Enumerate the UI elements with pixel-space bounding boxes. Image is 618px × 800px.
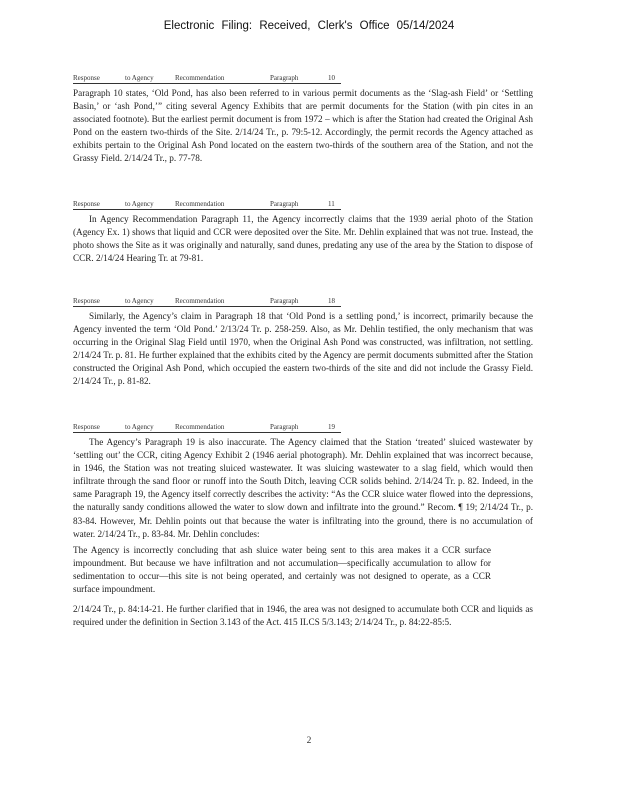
heading-label: Paragraph (270, 297, 299, 305)
response-section-10 (73, 74, 533, 166)
section-paragraph: The Agency’s Paragraph 19 is also inaccurate. The Agency claimed that the Station ‘treated’ sluiced wastewater by ‘settling out’ the CCR, citing Agency Exhibit 2 (1946 aerial photograph). Mr. Dehlin explained that was incorrect because, in 1946, the Station was not treating sluiced wastewater. It was sluicing wastewater to a slag field, which would then infiltrate through the sand floor or runoff into the South Ditch, leaving CCR solids behind. 2/14/24 Tr. p. 82. Indeed, in the same Paragraph 19, the Agency itself correctly describes the activity: “As the CCR sluice water flowed into the depressions, the naturally sandy conditions allowed the water to slow down and infiltrate into the ground.” Recom. ¶ 19; 2/14/24 Tr., p. 83-84. However, Mr. Dehlin points out that because the water is infiltrating into the ground, there is no accumulation of water. 2/14/24 Tr., p. 83-84. Mr. Dehlin concludes: (73, 437, 533, 539)
heading-label: Response (73, 74, 100, 82)
heading-label: Recommendation (175, 423, 225, 431)
heading-label: Paragraph (270, 74, 299, 82)
heading-number: 18 (328, 297, 335, 305)
section-heading (73, 297, 341, 307)
heading-label: Recommendation (175, 74, 225, 82)
heading-label: Recommendation (175, 297, 225, 305)
section-heading (73, 423, 341, 433)
heading-label: Response (73, 297, 100, 305)
section-heading (73, 74, 341, 84)
heading-number: 11 (328, 200, 335, 208)
heading-label: Paragraph (270, 200, 299, 208)
heading-label: to Agency (125, 200, 154, 208)
section-paragraph: Paragraph 10 states, ‘Old Pond, has also been referred to in various permit documents as the ‘Slag-ash Field’ or ‘Settling Basin,’ or ‘ash Pond,’” citing several Agency Exhibits that are permit documents for the Station (with pin cites in an associated footnote). But the earliest permit document is from 1972 – which is after the Station had created the Original Ash Pond on the eastern two-thirds of the Site. 2/14/24 Tr., p. 79:5-12. Accordingly, the permit records the Agency attached as exhibits pertain to the Original Ash Pond located on the eastern two-thirds of the southern area of the Station, and not the Grassy Field. 2/14/24 Tr., p. 77-78. (73, 88, 533, 164)
heading-number: 10 (328, 74, 335, 82)
heading-label: to Agency (125, 74, 154, 82)
response-section-18 (73, 297, 533, 389)
heading-label: Paragraph (270, 423, 299, 431)
section-paragraph: Similarly, the Agency’s claim in Paragraph 18 that ‘Old Pond is a settling pond,’ is incorrect, primarily because the Agency invented the term ‘Old Pond.’ 2/13/24 Tr. p. 258-259. Also, as Mr. Dehlin testified, the only mechanism that was occurring in the Original Slag Field until 1970, when the Original Ash Pond was constructed, was infiltration, not settling. 2/14/24 Tr. p. 81. He further explained that the exhibits cited by the Agency are permit documents submitted after the Station constructed the Original Ash Pond, which occupied the eastern two-thirds of the site and did not include the Grassy Field. 2/14/24 Tr., p. 81-82. (73, 311, 533, 387)
page-number: 2 (306, 736, 312, 746)
response-section-11 (73, 200, 533, 265)
heading-label: Response (73, 200, 100, 208)
heading-label: to Agency (125, 423, 154, 431)
heading-number: 19 (328, 423, 335, 431)
heading-label: to Agency (125, 297, 154, 305)
filing-header: Electronic Filing: Received, Clerk's Office 05/14/2024 (163, 20, 455, 32)
section-heading (73, 200, 341, 210)
heading-label: Response (73, 423, 100, 431)
heading-label: Recommendation (175, 200, 225, 208)
block-quote: The Agency is incorrectly concluding that ash sluice water being sent to this area makes it a CCR surface impoundment. But because we have infiltration and not accumulation—specifically accumulation to allow for sedimentation to occur—this site is not being operated, and certainly was not designed to operate, as a CCR surface impoundment. (73, 544, 491, 595)
section-paragraph-continued: 2/14/24 Tr., p. 84:14-21. He further clarified that in 1946, the area was not designed to accumulate both CCR and liquids as required under the definition in Section 3.143 of the Act. 415 ILCS 5/3.143; 2/14/24 Tr., p. 84:22-85:5. (73, 604, 533, 628)
response-section-19 (73, 423, 533, 629)
section-paragraph: In Agency Recommendation Paragraph 11, the Agency incorrectly claims that the 1939 aerial photo of the Station (Agency Ex. 1) shows that liquid and CCR were deposited over the Site. Mr. Dehlin explained that was not true. Instead, the photo shows the Site as it was originally and naturally, sand dunes, predating any use of the area by the Station to dispose of CCR. 2/14/24 Hearing Tr. at 79-81. (73, 214, 533, 264)
